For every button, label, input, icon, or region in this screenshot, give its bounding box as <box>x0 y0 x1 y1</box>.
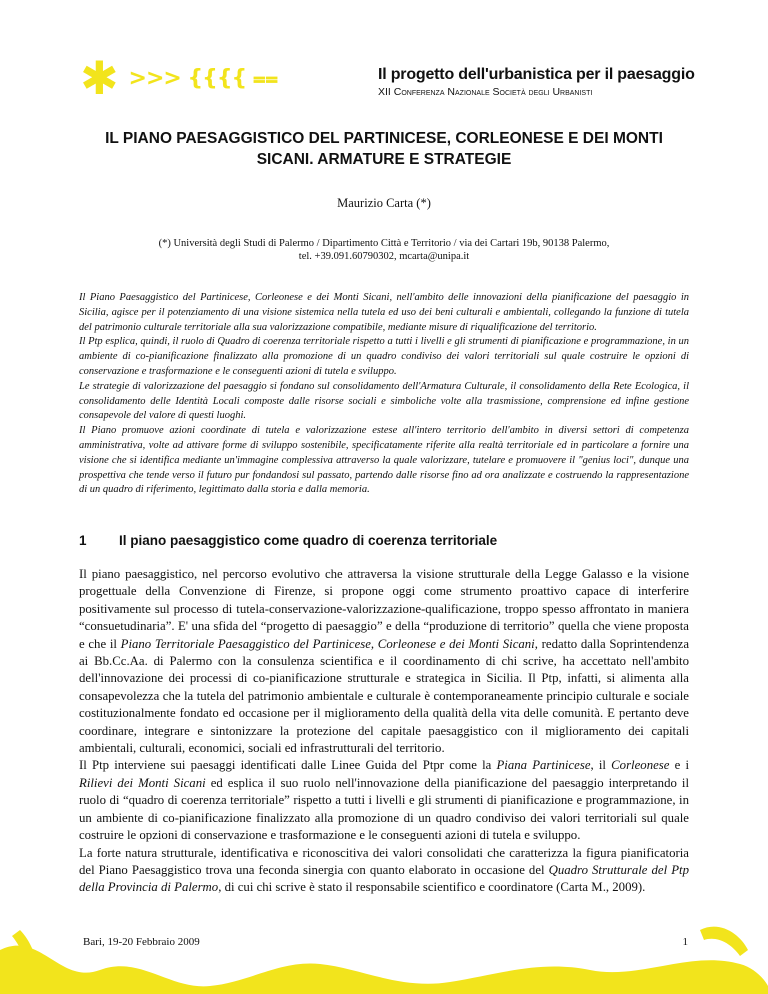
affiliation-line-1: (*) Università degli Studi di Palermo / Dipartimento Città e Territorio / via dei Cartari 19b, 90138 Palermo, <box>158 238 610 249</box>
body-text: e i <box>669 758 689 773</box>
abstract-paragraph: Il Ptp esplica, quindi, il ruolo di Quadro di coerenza territoriale rispetto a tutti i livelli e gli strumenti di pianificazione e programmazione, in un ambiente di co-pianificazione finalizzato alla promozione di un quadro condiviso dei valori territoriali sul quale costruire le opzioni di conservazione e trasformazione e le conseguenti azioni di tutela e sviluppo. <box>79 336 689 377</box>
body-text: Il Ptp interviene sui paesaggi identificati dalle Linee Guida del Ptpr come la <box>79 758 497 773</box>
abstract-paragraph: Le strategie di valorizzazione del paesaggio si fondano sul consolidamento dell'Armatura Culturale, il consolidamento della Rete Ecologica, il consolidamento delle Identità Locali composte dalle risorse sociali e simboliche volte alla trasmissione, comprensione ed infine gestione consapevole del valore di questi luoghi. <box>79 380 689 422</box>
abstract <box>79 291 689 498</box>
author-affiliation <box>150 237 618 263</box>
section-heading <box>79 533 689 548</box>
body-paragraph-3 <box>79 845 689 897</box>
conference-subtitle: XII Conferenza Nazionale Società degli Urbanisti <box>378 86 593 98</box>
place-emphasis: Piana Partinicese <box>496 758 591 773</box>
place-emphasis: Rilievi dei Monti Sicani <box>79 775 206 790</box>
plan-name-emphasis: Piano Territoriale Paesaggistico del Partinicese, Corleonese e dei Monti Sicani <box>120 636 535 651</box>
affiliation-line-2: tel. +39.091.60790302, mcarta@unipa.it <box>298 251 470 262</box>
body-text: Il piano paesaggistico, nel percorso evolutivo che attraversa la visione strutturale della Legge Galasso e la visione progettuale della Convenzione di Firenze, si propone oggi come strumento proattivo capace di interferire positivamente sul processo di tutela-conservazione-valorizzazione-qualificazione, troppo spesso affrontato in maniera “consuetudinaria”. E' una sfida del “progetto di paesaggio” e della “produzione di territorio” quella che viene proposta e che il <box>79 567 689 651</box>
author-name: Maurizio Carta (*) <box>337 196 431 210</box>
conference-title: Il progetto dell'urbanistica per il paesaggio <box>378 66 695 83</box>
body-text: , redatto dalla Soprintendenza ai Bb.Cc.Aa. di Palermo con la consulenza scientifica e il coordinamento di chi scrive, ha accettato nell'ambito dell'innovazione dei processi di co-pianificazione strutturale e strategica in Sicilia. Il Ptp, infatti, si alimenta alla consapevolezza che la tutela del patrimonio ambientale e culturale è contemporaneamente principio culturale e sociale costituzionalmente fondato ed occasione per il miglioramento della qualità della vita delle comunità. E pertanto deve coordinare, integrare e sintonizzare la protezione del capitale paesaggistico con il miglioramento dei capitali ambientali, culturali, economici, sociali ed infrastrutturali del territorio. <box>79 636 690 756</box>
conference-header <box>378 66 695 98</box>
body-text: La forte natura strutturale, identificativa e riconoscitiva dei valori consolidati che caratterizza la figura pianificatoria del Piano Paesaggistico trova una feconda sinergia con quanto elaborato in occasione del <box>79 845 689 877</box>
conference-logo <box>80 51 278 105</box>
body-paragraph-2 <box>79 757 689 844</box>
footer-date: Bari, 19-20 Febbraio 2009 <box>83 936 200 948</box>
section-body <box>79 566 689 897</box>
ribbon-shape <box>700 927 748 956</box>
section-title: Il piano paesaggistico come quadro di coerenza territoriale <box>119 533 498 548</box>
body-text: , di cui chi scrive è stato il responsabile scientifico e coordinatore (Carta M., 2009). <box>218 880 646 895</box>
logo-glyphs: >>> {{{{ ⩵ <box>128 65 278 91</box>
body-text: ed esplica il suo ruolo nell'innovazione della pianificazione del paesaggio interpretando il ruolo di “quadro di coerenza territoriale” rispetto a tutti i livelli e gli strumenti di pianificazione e programmazione, in un ambiente di co-pianificazione finalizzato alla promozione di un quadro condiviso dei valori territoriali sul quale costruire le opzioni di conservazione e trasformazione e le conseguenti azioni di tutela e sviluppo. <box>79 775 689 843</box>
section-number: 1 <box>79 533 87 548</box>
abstract-paragraph: Il Piano Paesaggistico del Partinicese, Corleonese e dei Monti Sicani, nell'ambito delle innovazioni della pianificazione del paesaggio in Sicilia, agisce per il potenziamento di una visione sistemica nella tutela ed uso dei beni culturali e ambientali, collegando la funzione di tutela del patrimonio culturale territoriale alla sua valorizzazione compatibile, mediante misure di riqualificazione del territorio. <box>79 292 689 333</box>
paper-title: IL PIANO PAESAGGISTICO DEL PARTINICESE, CORLEONESE E DEI MONTI SICANI. ARMATURE E STRATEGIE <box>105 130 663 168</box>
asterisk-icon: ✱ <box>80 51 119 105</box>
body-text: , il <box>590 758 612 773</box>
plan-name-emphasis: Quadro Strutturale del Ptp della Provincia di Palermo <box>79 862 689 895</box>
ribbon-shape <box>0 946 768 994</box>
page-number: 1 <box>682 936 688 948</box>
abstract-paragraph: Il Piano promuove azioni coordinate di tutela e valorizzazione estese all'intero territorio dell'ambito in diversi settori di competenza amministrativa, volte ad attivare forme di sviluppo sostenibile, specificatamente riferite alla realtà territoriale ed in particolare a fornire una visione che si identifica mediante un'immagine complessiva attraverso la quale valorizzare, tutelare e promuovere il "genius loci", dunque una prospettiva che tende verso il futuro pur fondandosi sul passato, partendo dalle risorse fino ad ora analizzate e costruendo la rappresentazione di un quadro di riferimento, legittimato dalla storia e dalla memoria. <box>79 425 689 496</box>
body-paragraph-1 <box>79 566 689 757</box>
place-emphasis: Corleonese <box>611 758 670 773</box>
